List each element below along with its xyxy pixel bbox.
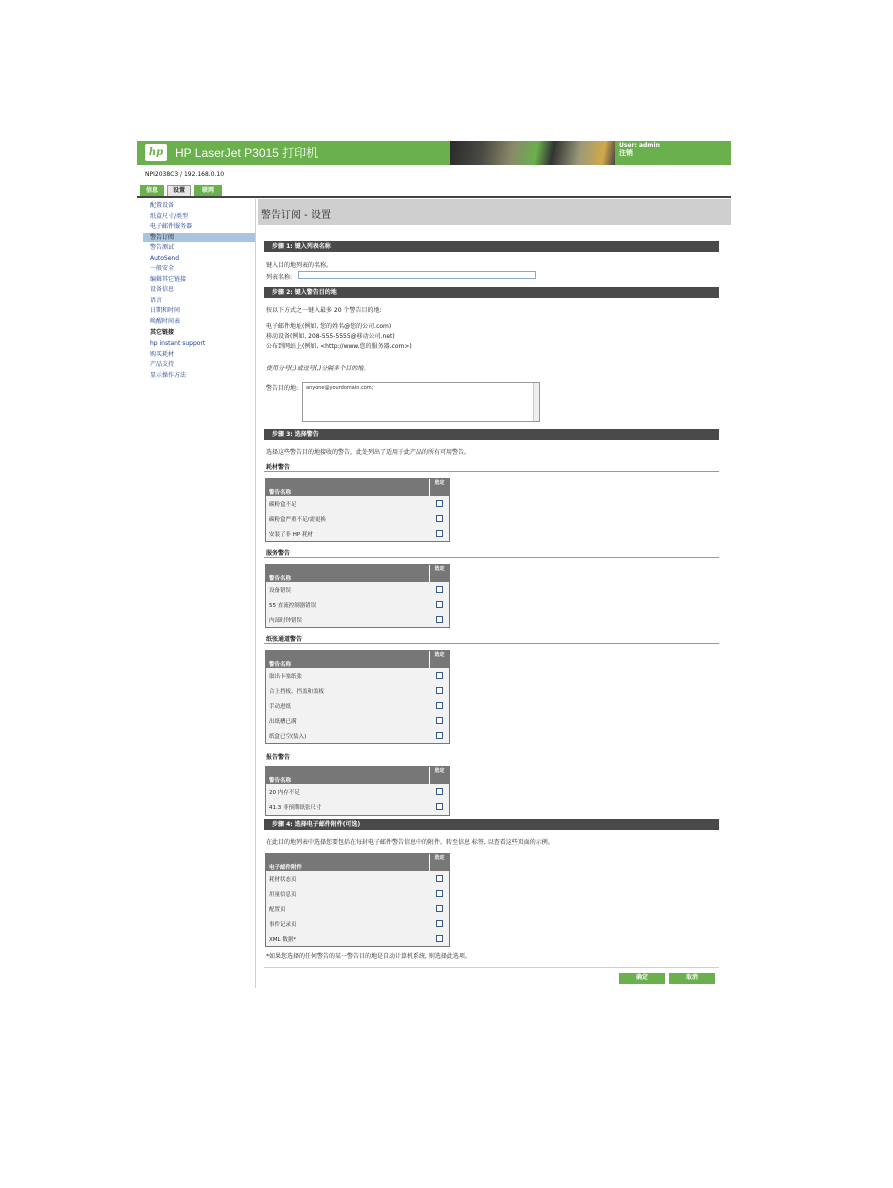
- email-attachments-table: [265, 853, 450, 947]
- col-alert-name: 警告名称: [269, 778, 292, 784]
- alert-row-label: 纸盒已空(装入): [269, 734, 307, 740]
- supplies-alerts-title: 耗材警告: [266, 464, 291, 471]
- user-label: User: admin: [619, 142, 660, 149]
- table-header: [266, 767, 449, 784]
- alert-checkbox[interactable]: [436, 702, 443, 709]
- alert-row-label: 碳粉盒严重不足/需更换: [269, 517, 326, 523]
- step2-web-example: 公布到网站上(例如, <http://www.您的服务器.com>): [266, 343, 412, 350]
- table-header: [266, 479, 449, 496]
- logout-link[interactable]: 注销: [619, 149, 633, 157]
- sidebar-item-email-server[interactable]: 电子邮件服务器: [150, 223, 193, 230]
- alert-checkbox[interactable]: [436, 732, 443, 739]
- table-header: [266, 854, 449, 871]
- sidebar-link-instant-support[interactable]: hp instant support: [150, 340, 206, 347]
- sidebar-item-configure-device[interactable]: 配置设备: [150, 202, 175, 209]
- alert-row-label: 取出卡塞纸张: [269, 674, 303, 680]
- alert-checkbox[interactable]: [436, 803, 443, 810]
- step4-header: 步骤 4: 选择电子邮件附件(可选): [264, 819, 719, 830]
- service-alerts-table: [265, 564, 450, 628]
- paper-path-alerts-title: 纸张通道警告: [266, 636, 303, 643]
- attachment-row-label: 耗材状态页: [269, 877, 297, 883]
- sidebar-item-tray-sizes[interactable]: 纸盒尺寸/类型: [150, 212, 189, 220]
- alert-checkbox[interactable]: [436, 788, 443, 795]
- paper-path-alerts-table: [265, 650, 450, 744]
- alert-row-label: 安装了非 HP 耗材: [269, 532, 313, 538]
- sidebar-link-show-me-how[interactable]: 显示操作方法: [150, 371, 187, 379]
- product-title: HP LaserJet P3015 打印机: [175, 146, 319, 160]
- sidebar-item-general-security[interactable]: 一般安全: [150, 265, 175, 272]
- attachment-checkbox[interactable]: [436, 935, 443, 942]
- step1-header: 步骤 1: 键入列表名称: [264, 241, 719, 252]
- hp-logo: hp: [145, 144, 167, 161]
- device-address: NPI2038C3 / 192.168.0.10: [145, 171, 225, 178]
- col-alert-name: 警告名称: [269, 576, 292, 582]
- user-box: [619, 142, 660, 157]
- divider: [264, 557, 719, 558]
- sidebar-item-alert-subscription[interactable]: 警告订阅: [143, 233, 255, 242]
- textarea-scrollbar[interactable]: [533, 383, 539, 421]
- alert-checkbox[interactable]: [436, 500, 443, 507]
- col-attachment-name: 电子邮件附件: [269, 865, 303, 871]
- cancel-button[interactable]: 取消: [669, 973, 715, 984]
- attachment-checkbox[interactable]: [436, 890, 443, 897]
- tab-info[interactable]: 信息: [140, 185, 164, 196]
- destination-textarea[interactable]: [302, 382, 540, 422]
- step2-header: 步骤 2: 键入警告目的地: [264, 287, 719, 298]
- col-select: 选定: [429, 565, 449, 582]
- step4-intro: 在此目的地列表中选择您要包括在每封电子邮件警告信息中的附件。转至信息 标签, 以查看这些页面的示例。: [266, 839, 554, 846]
- alert-row-label: 出纸槽已满: [269, 719, 297, 725]
- alert-checkbox[interactable]: [436, 687, 443, 694]
- sidebar-item-language[interactable]: 语言: [150, 296, 163, 304]
- sidebar-item-device-information[interactable]: 设备信息: [150, 286, 175, 293]
- alert-row-label: 41.3 非预期纸张尺寸: [269, 805, 322, 811]
- table-header: [266, 651, 449, 668]
- web-page: [137, 141, 731, 988]
- attachment-row-label: 配置页: [269, 907, 286, 913]
- xml-footnote: *如果您选择的任何警告的某一警告目的地是自动计算机系统, 则选择此选项。: [266, 953, 471, 960]
- sidebar-item-edit-other-links[interactable]: 编辑其它链接: [150, 275, 187, 283]
- attachment-row-label: XML 数据*: [269, 937, 297, 943]
- step2-intro: 按以下方式之一键入最多 20 个警告目的地:: [266, 307, 382, 314]
- step3-header: 步骤 3: 选择警告: [264, 429, 719, 440]
- list-name-label: 列表名称:: [266, 274, 293, 281]
- sidebar: [143, 199, 256, 988]
- col-select: 选定: [429, 854, 449, 871]
- alert-row-label: 碳粉盒不足: [269, 502, 297, 508]
- alert-row-label: 设备错误: [269, 588, 292, 594]
- sidebar-link-product-support[interactable]: 产品支持: [150, 361, 175, 368]
- alert-row-label: 手动进纸: [269, 704, 292, 710]
- attachment-checkbox[interactable]: [436, 905, 443, 912]
- divider: [264, 967, 719, 968]
- alert-row-label: 内部时钟错误: [269, 618, 303, 624]
- alert-checkbox[interactable]: [436, 530, 443, 537]
- sidebar-other-links-heading: 其它链接: [150, 329, 175, 336]
- sidebar-link-order-supplies[interactable]: 购买耗材: [150, 350, 175, 358]
- ok-button[interactable]: 确定: [619, 973, 665, 984]
- tab-networking[interactable]: 联网: [194, 185, 222, 196]
- attachment-row-label: 事件记录页: [269, 922, 297, 928]
- destination-value: anyone@yourdomain.com;: [306, 385, 374, 391]
- divider: [264, 471, 719, 472]
- alert-checkbox[interactable]: [436, 717, 443, 724]
- tab-settings[interactable]: 设置: [167, 185, 191, 196]
- sidebar-item-date-time[interactable]: 日期和时间: [150, 307, 181, 314]
- attachment-row-label: 用量信息页: [269, 892, 297, 898]
- step2-email-example: 电子邮件地址(例如, 您的姓名@您的公司.com): [266, 323, 392, 330]
- alert-row-label: 20 内存不足: [269, 790, 300, 796]
- report-alerts-table: [265, 766, 450, 816]
- alert-checkbox[interactable]: [436, 616, 443, 623]
- alert-checkbox[interactable]: [436, 515, 443, 522]
- step2-separator-note: 使用分号(;)或逗号(,)分隔多个目的地。: [266, 365, 370, 372]
- report-alerts-title: 报告警告: [266, 754, 291, 761]
- step1-instruction: 键入目的地列表的名称。: [266, 262, 333, 269]
- col-alert-name: 警告名称: [269, 662, 292, 668]
- tab-bar: [137, 185, 731, 198]
- list-name-input[interactable]: [298, 271, 536, 279]
- step2-mobile-example: 移动设备(例如, 208-555-5555@移动公司.net): [266, 333, 395, 340]
- supplies-alerts-table: [265, 478, 450, 542]
- alert-checkbox[interactable]: [436, 586, 443, 593]
- header-banner: [137, 141, 731, 165]
- main-content: [258, 199, 731, 988]
- attachment-checkbox[interactable]: [436, 875, 443, 882]
- col-select: 选定: [429, 651, 449, 668]
- sidebar-item-wake-schedule[interactable]: 唤醒时间表: [150, 317, 181, 325]
- alert-checkbox[interactable]: [436, 672, 443, 679]
- attachment-checkbox[interactable]: [436, 920, 443, 927]
- step3-intro: 选择这些警告目的地接收的警告。此处列出了适用于此产品的所有可用警告。: [266, 449, 471, 456]
- banner-photo: [450, 141, 615, 165]
- alert-row-label: 合上挡板、挡盖和盖板: [269, 689, 325, 695]
- col-alert-name: 警告名称: [269, 490, 292, 496]
- col-select: 选定: [429, 479, 449, 496]
- service-alerts-title: 服务警告: [266, 550, 291, 557]
- page-title-bar: [258, 199, 731, 225]
- col-select: 选定: [429, 767, 449, 784]
- alert-row-label: 55 直流控制器错误: [269, 603, 317, 609]
- sidebar-item-autosend[interactable]: AutoSend: [150, 254, 180, 262]
- divider: [264, 643, 719, 644]
- page-title: 警告订阅 - 设置: [261, 210, 331, 221]
- table-header: [266, 565, 449, 582]
- destination-label: 警告目的地:: [266, 385, 299, 392]
- sidebar-item-alert-test[interactable]: 警告测试: [150, 244, 175, 251]
- alert-checkbox[interactable]: [436, 601, 443, 608]
